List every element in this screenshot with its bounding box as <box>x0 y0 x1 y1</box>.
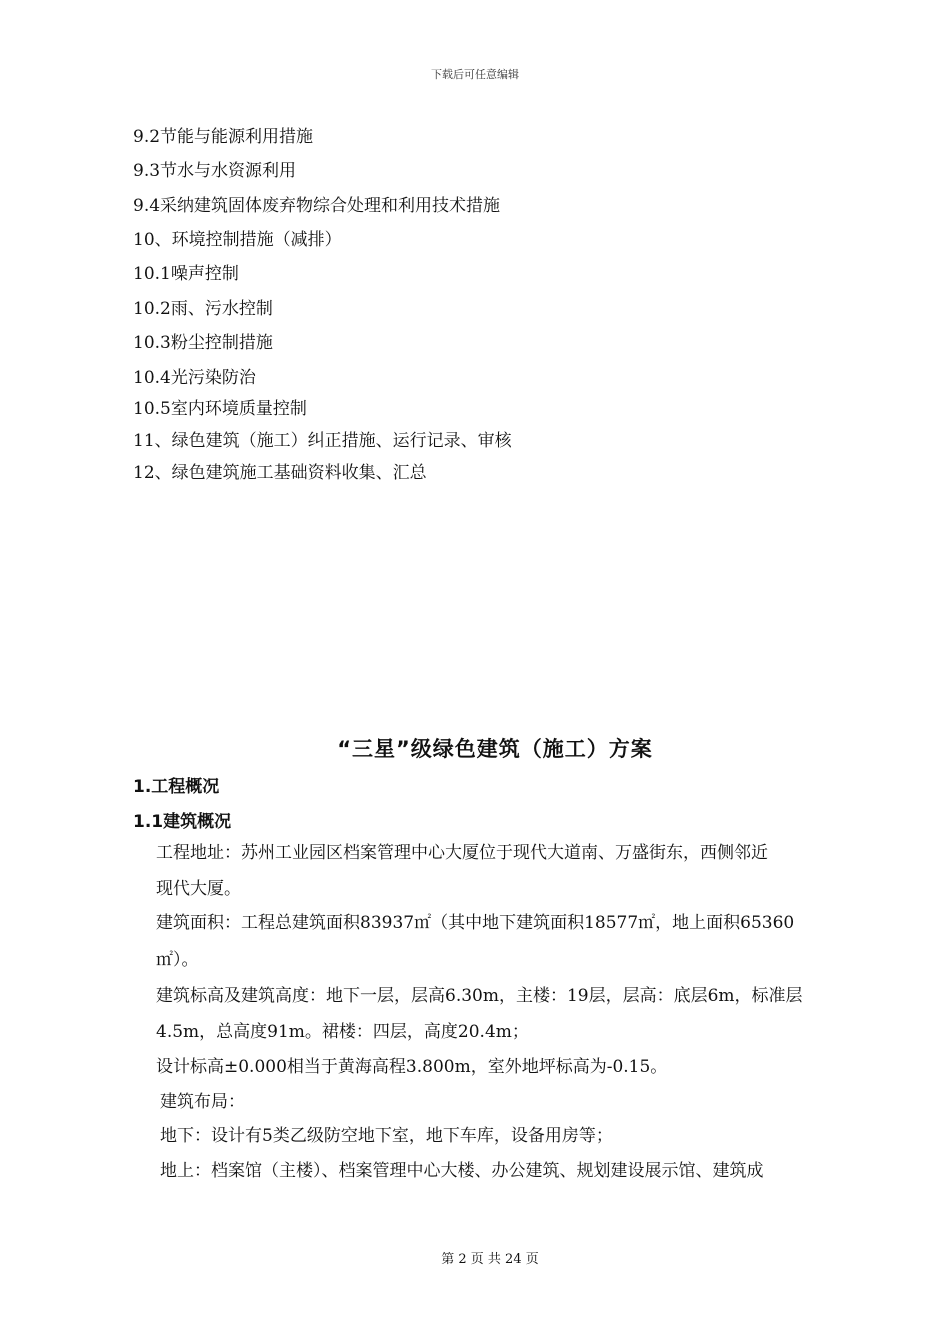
toc-item: 9.3节水与水资源利用 <box>133 161 297 181</box>
toc-item: 10.2雨、污水控制 <box>133 299 273 319</box>
toc-item: 10.4光污染防治 <box>133 368 256 388</box>
body-paragraph-line: 建筑布局： <box>160 1092 245 1112</box>
body-paragraph-line: 设计标高±0.000相当于黄海高程3.800m，室外地坪标高为-0.15。 <box>156 1057 668 1077</box>
toc-item: 12、绿色建筑施工基础资料收集、汇总 <box>133 463 427 483</box>
body-paragraph-line: 建筑面积：工程总建筑面积83937㎡（其中地下建筑面积18577㎡，地上面积65360 <box>156 913 795 933</box>
toc-item: 10.5室内环境质量控制 <box>133 399 307 419</box>
document-title: “三星”级绿色建筑（施工）方案 <box>337 737 653 761</box>
body-paragraph-line: ㎡）。 <box>156 950 199 970</box>
section-heading: 1.工程概况 <box>133 777 220 797</box>
toc-item: 10.3粉尘控制措施 <box>133 333 273 353</box>
body-paragraph-line: 地下：设计有5类乙级防空地下室，地下车库，设备用房等； <box>160 1126 613 1146</box>
toc-item: 11、绿色建筑（施工）纠正措施、运行记录、审核 <box>133 431 512 451</box>
page-number-footer: 第 2 页 共 24 页 <box>441 1252 539 1267</box>
toc-item: 10、环境控制措施（减排） <box>133 230 342 250</box>
subsection-heading: 1.1建筑概况 <box>133 812 232 832</box>
body-paragraph-line: 工程地址：苏州工业园区档案管理中心大厦位于现代大道南、万盛街东，西侧邻近 <box>156 843 768 863</box>
toc-item: 10.1噪声控制 <box>133 264 239 284</box>
toc-item: 9.2节能与能源利用措施 <box>133 127 314 147</box>
page-header-note: 下载后可任意编辑 <box>431 68 519 81</box>
body-paragraph-line: 4.5m，总高度91m。裙楼：四层，高度20.4m； <box>156 1022 529 1042</box>
body-paragraph-line: 建筑标高及建筑高度：地下一层，层高6.30m，主楼：19层，层高：底层6m，标准层 <box>156 986 803 1006</box>
body-paragraph-line: 地上：档案馆（主楼）、档案管理中心大楼、办公建筑、规划建设展示馆、建筑成 <box>160 1161 764 1181</box>
body-paragraph-line: 现代大厦。 <box>156 879 241 899</box>
toc-item: 9.4采纳建筑固体废弃物综合处理和利用技术措施 <box>133 196 501 216</box>
